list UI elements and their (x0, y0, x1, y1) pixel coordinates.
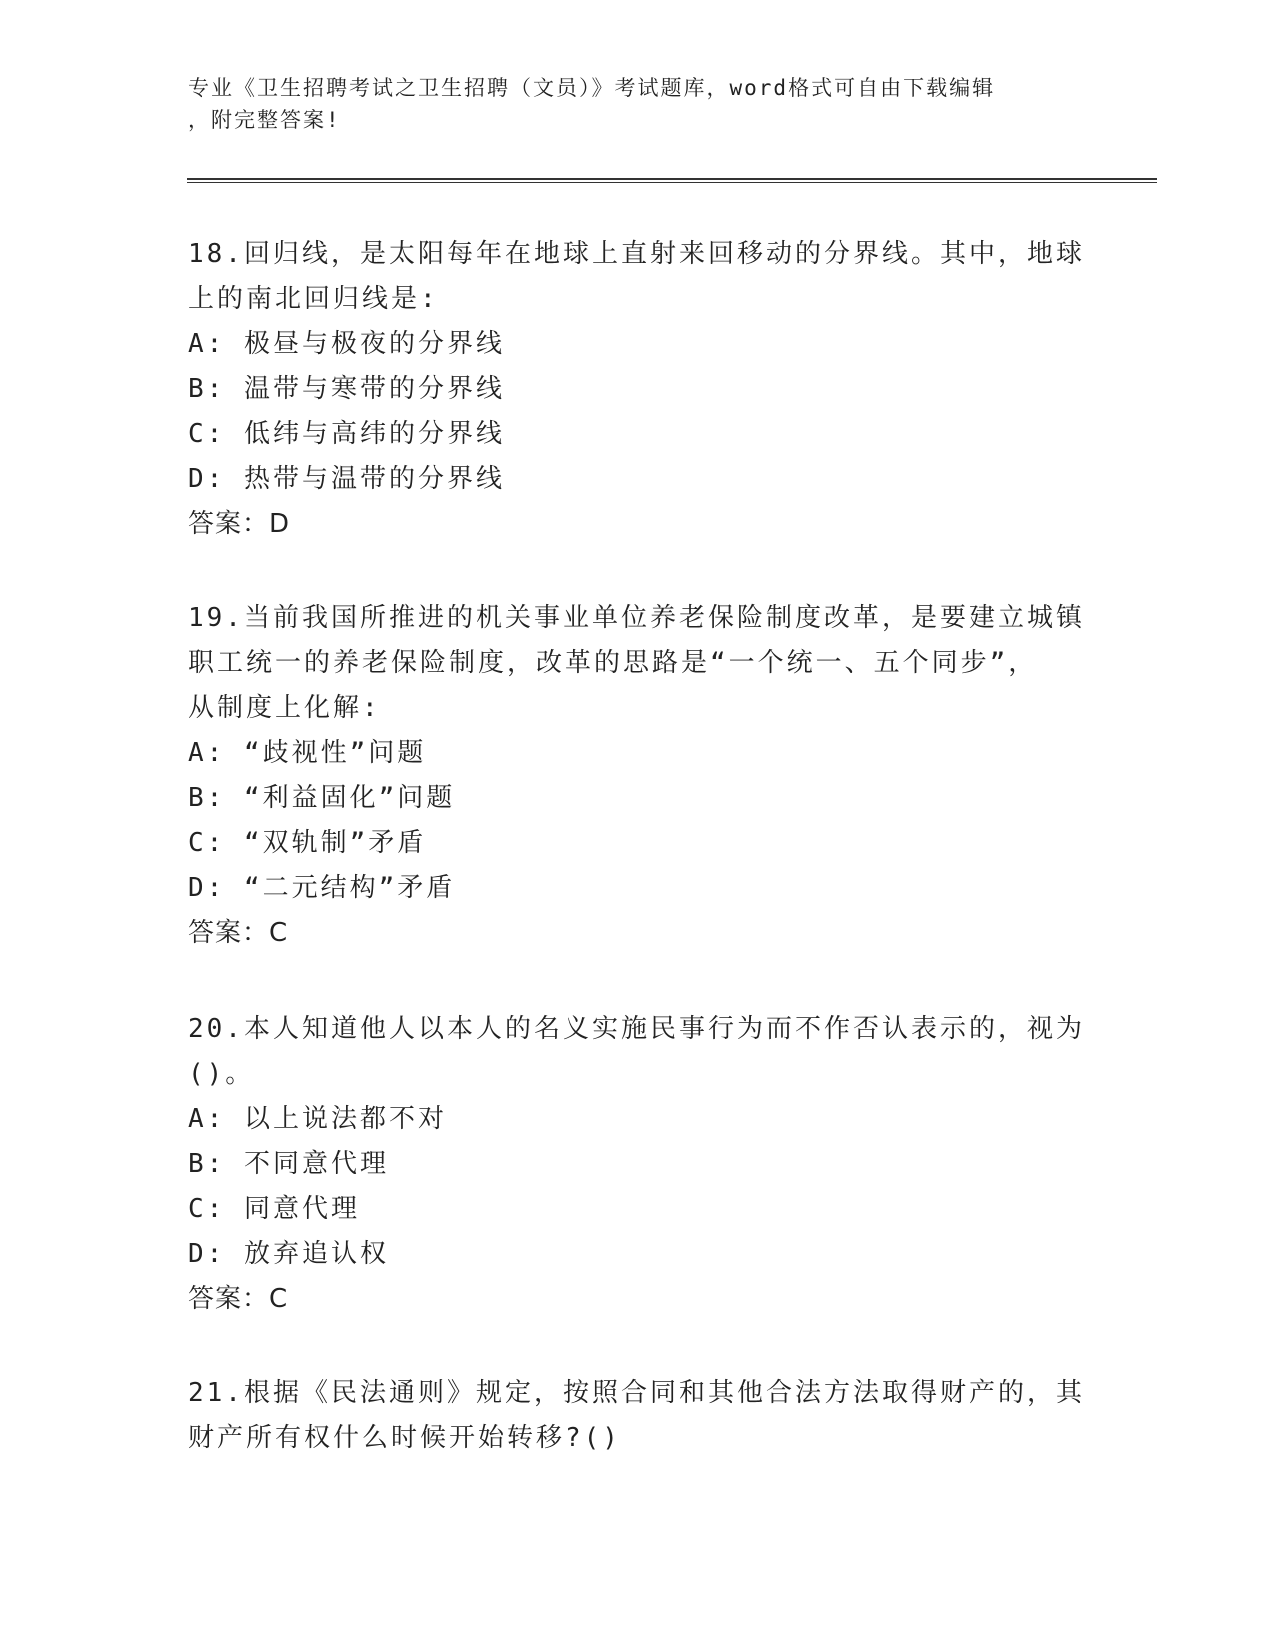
option-a: A: 以上说法都不对 (188, 1104, 447, 1134)
question-text-line: 21.根据《民法通则》规定，按照合同和其他合法方法取得财产的，其 (188, 1378, 1085, 1408)
option-d: D: 放弃追认权 (188, 1239, 389, 1269)
question-text-line: ()。 (188, 1059, 255, 1089)
option-c: C: “双轨制”矛盾 (188, 828, 427, 858)
question-20 (188, 1007, 1088, 1322)
question-text-line: 20.本人知道他人以本人的名义实施民事行为而不作否认表示的，视为 (188, 1014, 1085, 1044)
answer-line: 答案：C (188, 1284, 289, 1314)
question-text-line: 从制度上化解: (188, 693, 381, 723)
option-d: D: 热带与温带的分界线 (188, 464, 505, 494)
question-text-line: 职工统一的养老保险制度，改革的思路是“一个统一、五个同步”， (188, 648, 1038, 678)
option-d: D: “二元结构”矛盾 (188, 873, 456, 903)
answer-line: 答案：D (188, 509, 291, 539)
header-title-line-2: ，附完整答案! (188, 108, 341, 132)
option-c: C: 低纬与高纬的分界线 (188, 419, 505, 449)
question-text-line: 18.回归线，是太阳每年在地球上直射来回移动的分界线。其中，地球 (188, 239, 1085, 269)
answer-line: 答案：C (188, 918, 289, 948)
question-text-line: 财产所有权什么时候开始转移?() (188, 1423, 621, 1453)
question-text-line: 上的南北回归线是: (188, 284, 439, 314)
option-c: C: 同意代理 (188, 1194, 360, 1224)
header-divider (187, 178, 1157, 183)
header-title-line-1: 专业《卫生招聘考试之卫生招聘（文员）》考试题库，word格式可自由下载编辑 (188, 76, 996, 100)
question-19 (188, 596, 1088, 956)
option-a: A: “歧视性”问题 (188, 738, 427, 768)
question-text-line: 19.当前我国所推进的机关事业单位养老保险制度改革，是要建立城镇 (188, 603, 1085, 633)
option-b: B: 温带与寒带的分界线 (188, 374, 505, 404)
option-b: B: “利益固化”问题 (188, 783, 456, 813)
question-18 (188, 232, 1088, 547)
question-21 (188, 1371, 1088, 1461)
option-a: A: 极昼与极夜的分界线 (188, 329, 505, 359)
option-b: B: 不同意代理 (188, 1149, 389, 1179)
document-header (188, 72, 1068, 136)
